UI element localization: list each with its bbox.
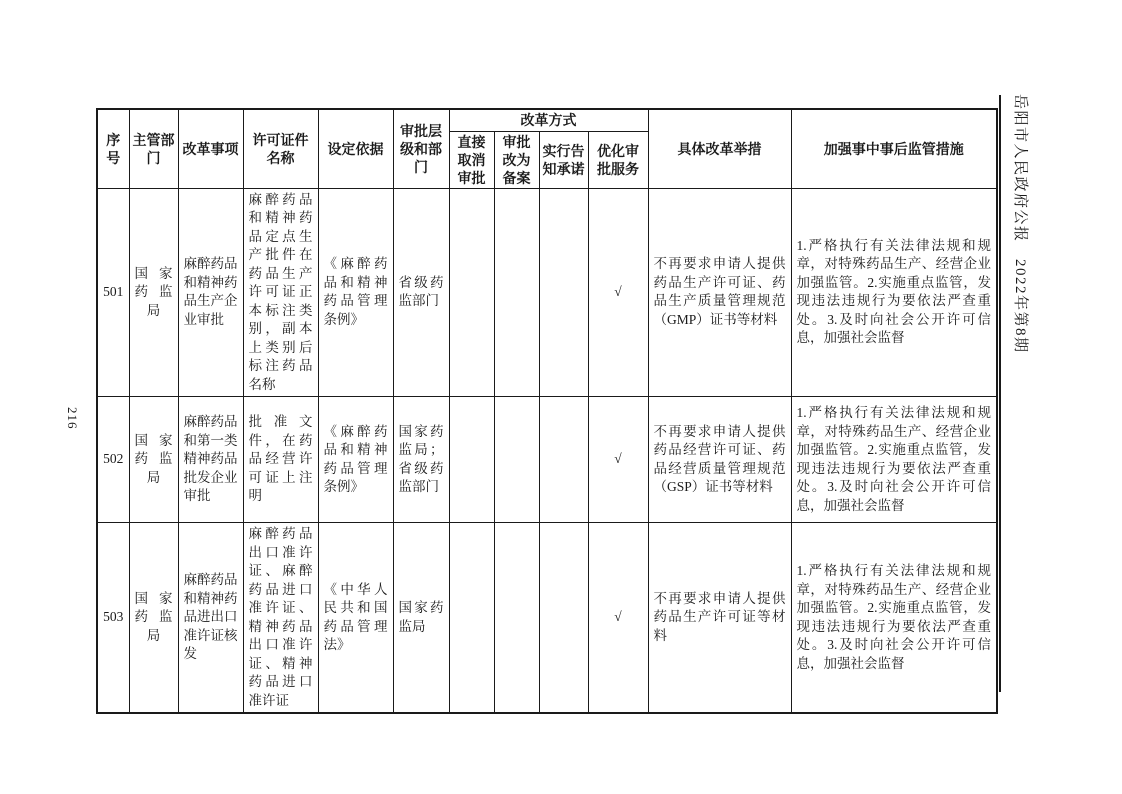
- header-item: 改革事项: [178, 109, 243, 188]
- cell-method-optimize-check: √: [588, 397, 648, 523]
- cell-method-filing: [494, 523, 539, 714]
- table-row-502: [97, 397, 997, 523]
- cell-basis: 《麻醉药品和精神药品管理条例》: [318, 188, 393, 397]
- page-number: 216: [65, 407, 80, 430]
- cell-method-filing: [494, 397, 539, 523]
- header-method-optimize: 优化审批服务: [588, 131, 648, 188]
- header-reform-method-group: 改革方式: [449, 109, 648, 131]
- gazette-running-title: 岳阳市人民政府公报 2022年第8期: [1012, 94, 1028, 354]
- header-basis: 设定依据: [318, 109, 393, 188]
- cell-method-filing: [494, 188, 539, 397]
- header-row-top: [97, 109, 997, 131]
- cell-method-optimize-check: √: [588, 188, 648, 397]
- cell-basis: 《麻醉药品和精神药品管理条例》: [318, 397, 393, 523]
- cell-method-notice: [539, 523, 588, 714]
- header-method-notice: 实行告知承诺: [539, 131, 588, 188]
- header-seq: 序号: [97, 109, 129, 188]
- cell-seq: 501: [97, 188, 129, 397]
- cell-method-cancel: [449, 523, 494, 714]
- cell-supervision: 1.严格执行有关法律法规和规章，对特殊药品生产、经营企业加强监管。2.实施重点监管，发现违法违规行为要依法严查重处。3.及时向社会公开许可信息，加强社会监督: [791, 397, 997, 523]
- header-supervision: 加强事中事后监管措施: [791, 109, 997, 188]
- table-row-503: [97, 523, 997, 714]
- cell-dept: 国家药监局: [129, 397, 178, 523]
- header-method-filing: 审批改为备案: [494, 131, 539, 188]
- cell-basis: 《中华人民共和国药品管理法》: [318, 523, 393, 714]
- cell-method-notice: [539, 397, 588, 523]
- cell-supervision: 1.严格执行有关法律法规和规章，对特殊药品生产、经营企业加强监管。2.实施重点监管，发现违法违规行为要依法严查重处。3.及时向社会公开许可信息，加强社会监督: [791, 523, 997, 714]
- cell-dept: 国家药监局: [129, 188, 178, 397]
- cell-supervision: 1.严格执行有关法律法规和规章，对特殊药品生产、经营企业加强监管。2.实施重点监管，发现违法违规行为要依法严查重处。3.及时向社会公开许可信息，加强社会监督: [791, 188, 997, 397]
- sidebar-divider-rule: [999, 95, 1001, 692]
- cell-item: 麻醉药品和第一类精神药品批发企业审批: [178, 397, 243, 523]
- cell-seq: 502: [97, 397, 129, 523]
- header-dept: 主管部门: [129, 109, 178, 188]
- cell-level: 国家药监局；省级药监部门: [393, 397, 449, 523]
- cell-measures: 不再要求申请人提供药品经营许可证、药品经营质量管理规范（GSP）证书等材料: [648, 397, 791, 523]
- cell-method-notice: [539, 188, 588, 397]
- header-license: 许可证件名称: [243, 109, 318, 188]
- cell-method-cancel: [449, 397, 494, 523]
- cell-method-cancel: [449, 188, 494, 397]
- header-measures: 具体改革举措: [648, 109, 791, 188]
- cell-measures: 不再要求申请人提供药品生产许可证、药品生产质量管理规范（GMP）证书等材料: [648, 188, 791, 397]
- cell-license: 批准文件，在药品经营许可证上注明: [243, 397, 318, 523]
- reform-table: [96, 108, 998, 714]
- cell-measures: 不再要求申请人提供药品生产许可证等材料: [648, 523, 791, 714]
- cell-method-optimize-check: √: [588, 523, 648, 714]
- table-row-501: [97, 188, 997, 397]
- cell-item: 麻醉药品和精神药品生产企业审批: [178, 188, 243, 397]
- header-level: 审批层级和部门: [393, 109, 449, 188]
- cell-seq: 503: [97, 523, 129, 714]
- cell-license: 麻醉药品和精神药品定点生产批件在药品生产许可证正本标注类别，副本上类别后标注药品名称: [243, 188, 318, 397]
- cell-level: 国家药监局: [393, 523, 449, 714]
- cell-item: 麻醉药品和精神药品进出口准许证核发: [178, 523, 243, 714]
- cell-license: 麻醉药品出口准许证、麻醉药品进口准许证、精神药品出口准许证、精神药品进口准许证: [243, 523, 318, 714]
- cell-dept: 国家药监局: [129, 523, 178, 714]
- cell-level: 省级药监部门: [393, 188, 449, 397]
- header-method-cancel: 直接取消审批: [449, 131, 494, 188]
